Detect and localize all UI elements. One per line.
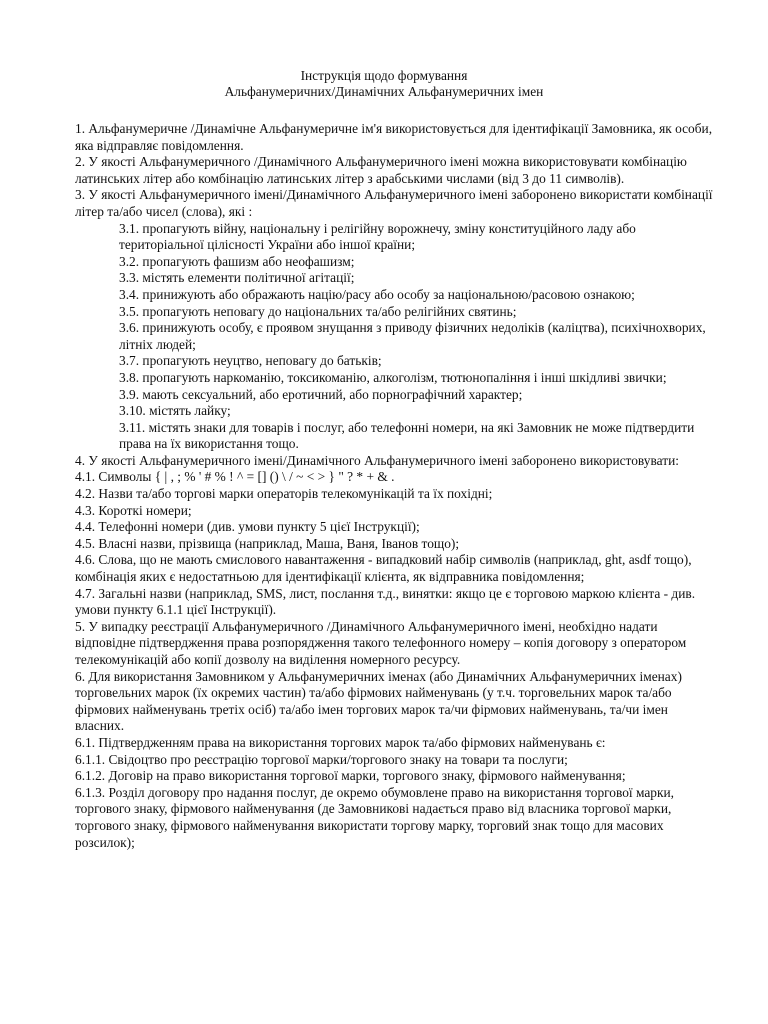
list-item: 6. Для використання Замовником у Альфанумеричних іменах (або Динамічних Альфанумеричних іменах) торговельних марок (їх окремих частин) та/або фірмових найменувань (у т.ч. торговельних марок та/або фірмових найменувань третіх осіб) та/або імен торгових марок та/чи фірмових найменувань, та/чи імен власних. [75, 668, 682, 734]
list-item: 2. У якості Альфанумеричного /Динамічного Альфанумеричного імені можна використовувати комбінацію латинських літер або комбінацію латинських літер з арабськими числами (від 3 до 11 символів). [75, 154, 687, 186]
sub-list-item: 3.4. принижують або ображають націю/расу або особу за національною/расовою ознакою; [119, 286, 635, 302]
sub-list-item: 3.3. містять елементи політичної агітації; [119, 270, 355, 286]
list-item: 3. У якості Альфанумеричного імені/Динамічного Альфанумеричного імені заборонено використати комбінації літер та/або чисел (слова), які : [75, 187, 713, 219]
list-item: 4.3. Короткі номери; [75, 502, 192, 518]
list-item: 4.5. Власні назви, прізвища (наприклад, Маша, Ваня, Іванов тощо); [75, 535, 460, 551]
document-title-line-2: Альфанумеричних/Динамічних Альфанумеричних імен [224, 84, 544, 99]
sub-list-item: 3.6. принижують особу, є проявом знущання з приводу фізичних недоліків (каліцтва), психічнохворих, літніх людей; [119, 320, 706, 352]
list-item: 6.1.1. Свідоцтво про реєстрацію торгової марки/торгового знаку на товари та послуги; [75, 751, 568, 767]
sub-list-item: 3.10. містять лайку; [119, 403, 231, 419]
sub-list-item: 3.5. пропагують неповагу до національних та/або релігійних святинь; [119, 303, 517, 319]
sub-list-item: 3.8. пропагують наркоманію, токсикоманію, алкоголізм, тютюнопаління і інші шкідливі звички; [119, 369, 667, 385]
list-item: 4.1. Символы { | , ; % ' # % ! ^ = [] () \ / ~ < > } " ? * + & . [75, 469, 395, 485]
sub-list-item: 3.9. мають сексуальний, або еротичний, або порнографічний характер; [119, 386, 523, 402]
sub-list-item: 3.1. пропагують війну, національну і релігійну ворожнечу, зміну конституційного ладу або територіальної цілісності України або іншої країни; [119, 220, 636, 253]
document-title-line-1: Інструкція щодо формування [300, 68, 468, 83]
list-item: 6.1. Підтвердженням права на використання торгових марок та/або фірмових найменувань є: [75, 734, 606, 750]
list-item: 4.4. Телефонні номери (див. умови пункту 5 цієї Інструкції); [75, 519, 420, 535]
list-item: 6.1.3. Розділ договору про надання послуг, де окремо обумовлене право на використання торгової марки, торгового знаку, фірмового найменування (де Замовникові надається право від власника торгової марки, торгового знаку, фірмового найменування використати торгову марку, торговий знак тощо для масових розсилок); [75, 784, 675, 850]
document-body [75, 121, 715, 851]
sub-list-item: 3.7. пропагують неуцтво, неповагу до батьків; [119, 353, 382, 369]
list-item: 6.1.2. Договір на право використання торгової марки, торгового знаку, фірмового найменування; [75, 768, 626, 784]
sub-list-item: 3.11. містять знаки для товарів і послуг, або телефонні номери, на які Замовник не може підтвердити права на їх використання тощо. [119, 419, 695, 452]
list-item: 5. У випадку реєстрації Альфанумеричного /Динамічного Альфанумеричного імені, необхідно надати відповідне підтвердження права розпорядження такого телефонного номеру – копія договору з оператором телекомунікацій або копії дозволу на виділення номерного ресурсу. [75, 618, 687, 667]
sub-list-item: 3.2. пропагують фашизм або неофашизм; [119, 253, 355, 269]
list-item: 4.2. Назви та/або торгові марки операторів телекомунікацій та їх похідні; [75, 486, 493, 502]
list-item: 4.7. Загальні назви (наприклад, SMS, лист, послання т.д., винятки: якщо це є торговою маркою клієнта - див. умови пункту 6.1.1 цієї Інструкції). [75, 585, 696, 618]
list-item: 4. У якості Альфанумеричного імені/Динамічного Альфанумеричного імені заборонено використовувати: [75, 452, 679, 468]
list-item: 4.6. Слова, що не мають смислового навантаження - випадковий набір символів (наприклад, ght, asdf тощо), комбінація яких є недостатньою для ідентифікації клієнта, як відправника повідомлення; [75, 552, 692, 585]
list-item: 1. Альфанумеричне /Динамічне Альфанумеричне ім'я використовується для ідентифікації Замовника, як особи, яка відправляє повідомлення. [75, 121, 713, 153]
